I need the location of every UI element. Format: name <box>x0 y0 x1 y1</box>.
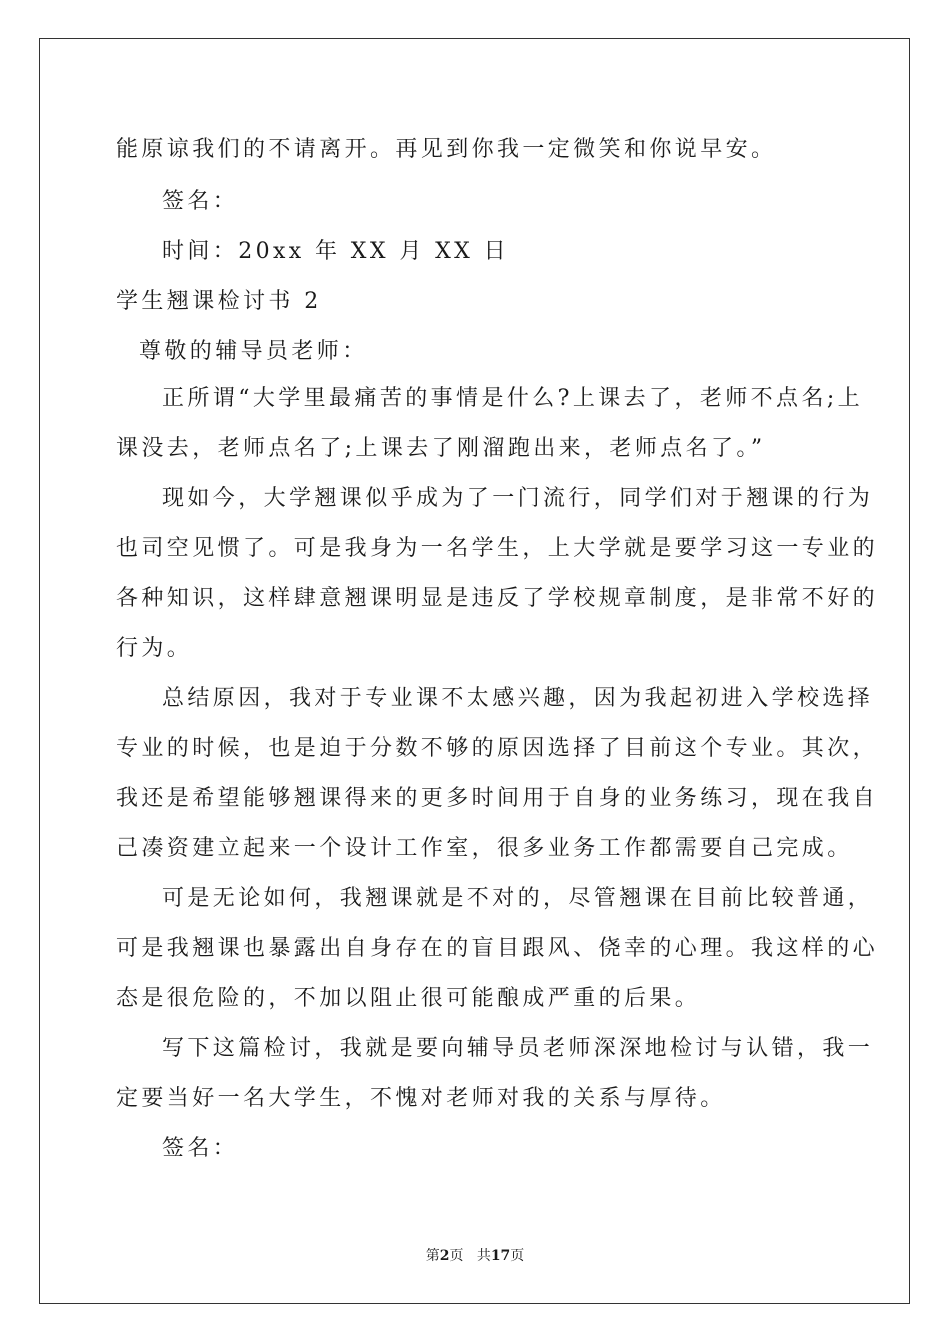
page-footer <box>0 1247 950 1265</box>
text-line: 定要当好一名大学生，不愧对老师对我的关系与厚待。 <box>116 1086 726 1111</box>
section-heading: 学生翘课检讨书 2 <box>116 289 322 314</box>
text-line: 可是无论如何，我翘课就是不对的，尽管翘课在目前比较普通， <box>162 886 874 911</box>
page-number: 2 <box>439 1248 450 1264</box>
text-line: 能原谅我们的不请离开。再见到你我一定微笑和你说早安。 <box>116 137 777 162</box>
date-line: 时间：20xx 年 XX 月 XX 日 <box>162 239 510 264</box>
page-border <box>39 38 910 1304</box>
text-line: 也司空见惯了。可是我身为一名学生，上大学就是要学习这一专业的 <box>116 536 879 561</box>
total-label-suffix: 页 <box>510 1248 525 1264</box>
total-label-prefix: 共 <box>476 1248 491 1264</box>
page-label-suffix: 页 <box>449 1248 464 1264</box>
text-line: 我还是希望能够翘课得来的更多时间用于自身的业务练习，现在我自 <box>116 786 879 811</box>
text-line: 总结原因，我对于专业课不太感兴趣，因为我起初进入学校选择 <box>162 686 874 711</box>
text-line: 现如今，大学翘课似乎成为了一门流行，同学们对于翘课的行为 <box>162 486 874 511</box>
total-pages: 17 <box>490 1248 511 1264</box>
text-line: 己凑资建立起来一个设计工作室，很多业务工作都需要自己完成。 <box>116 836 853 861</box>
text-line: 正所谓“大学里最痛苦的事情是什么?上课去了，老师不点名;上 <box>162 386 864 411</box>
text-line: 专业的时候，也是迫于分数不够的原因选择了目前这个专业。其次， <box>116 736 879 761</box>
text-line: 课没去，老师点名了;上课去了刚溜跑出来，老师点名了。” <box>116 436 766 461</box>
signature-label: 签名： <box>162 1136 239 1161</box>
text-line: 可是我翘课也暴露出自身存在的盲目跟风、侥幸的心理。我这样的心 <box>116 936 879 961</box>
text-line: 写下这篇检讨，我就是要向辅导员老师深深地检讨与认错，我一 <box>162 1036 874 1061</box>
text-line: 行为。 <box>116 636 193 661</box>
text-line: 态是很危险的，不加以阻止很可能酿成严重的后果。 <box>116 986 701 1011</box>
page-label-prefix: 第 <box>425 1248 440 1264</box>
signature-label: 签名： <box>162 189 239 214</box>
text-line: 各种知识，这样肆意翘课明显是违反了学校规章制度，是非常不好的 <box>116 586 879 611</box>
salutation: 尊敬的辅导员老师： <box>139 339 368 364</box>
